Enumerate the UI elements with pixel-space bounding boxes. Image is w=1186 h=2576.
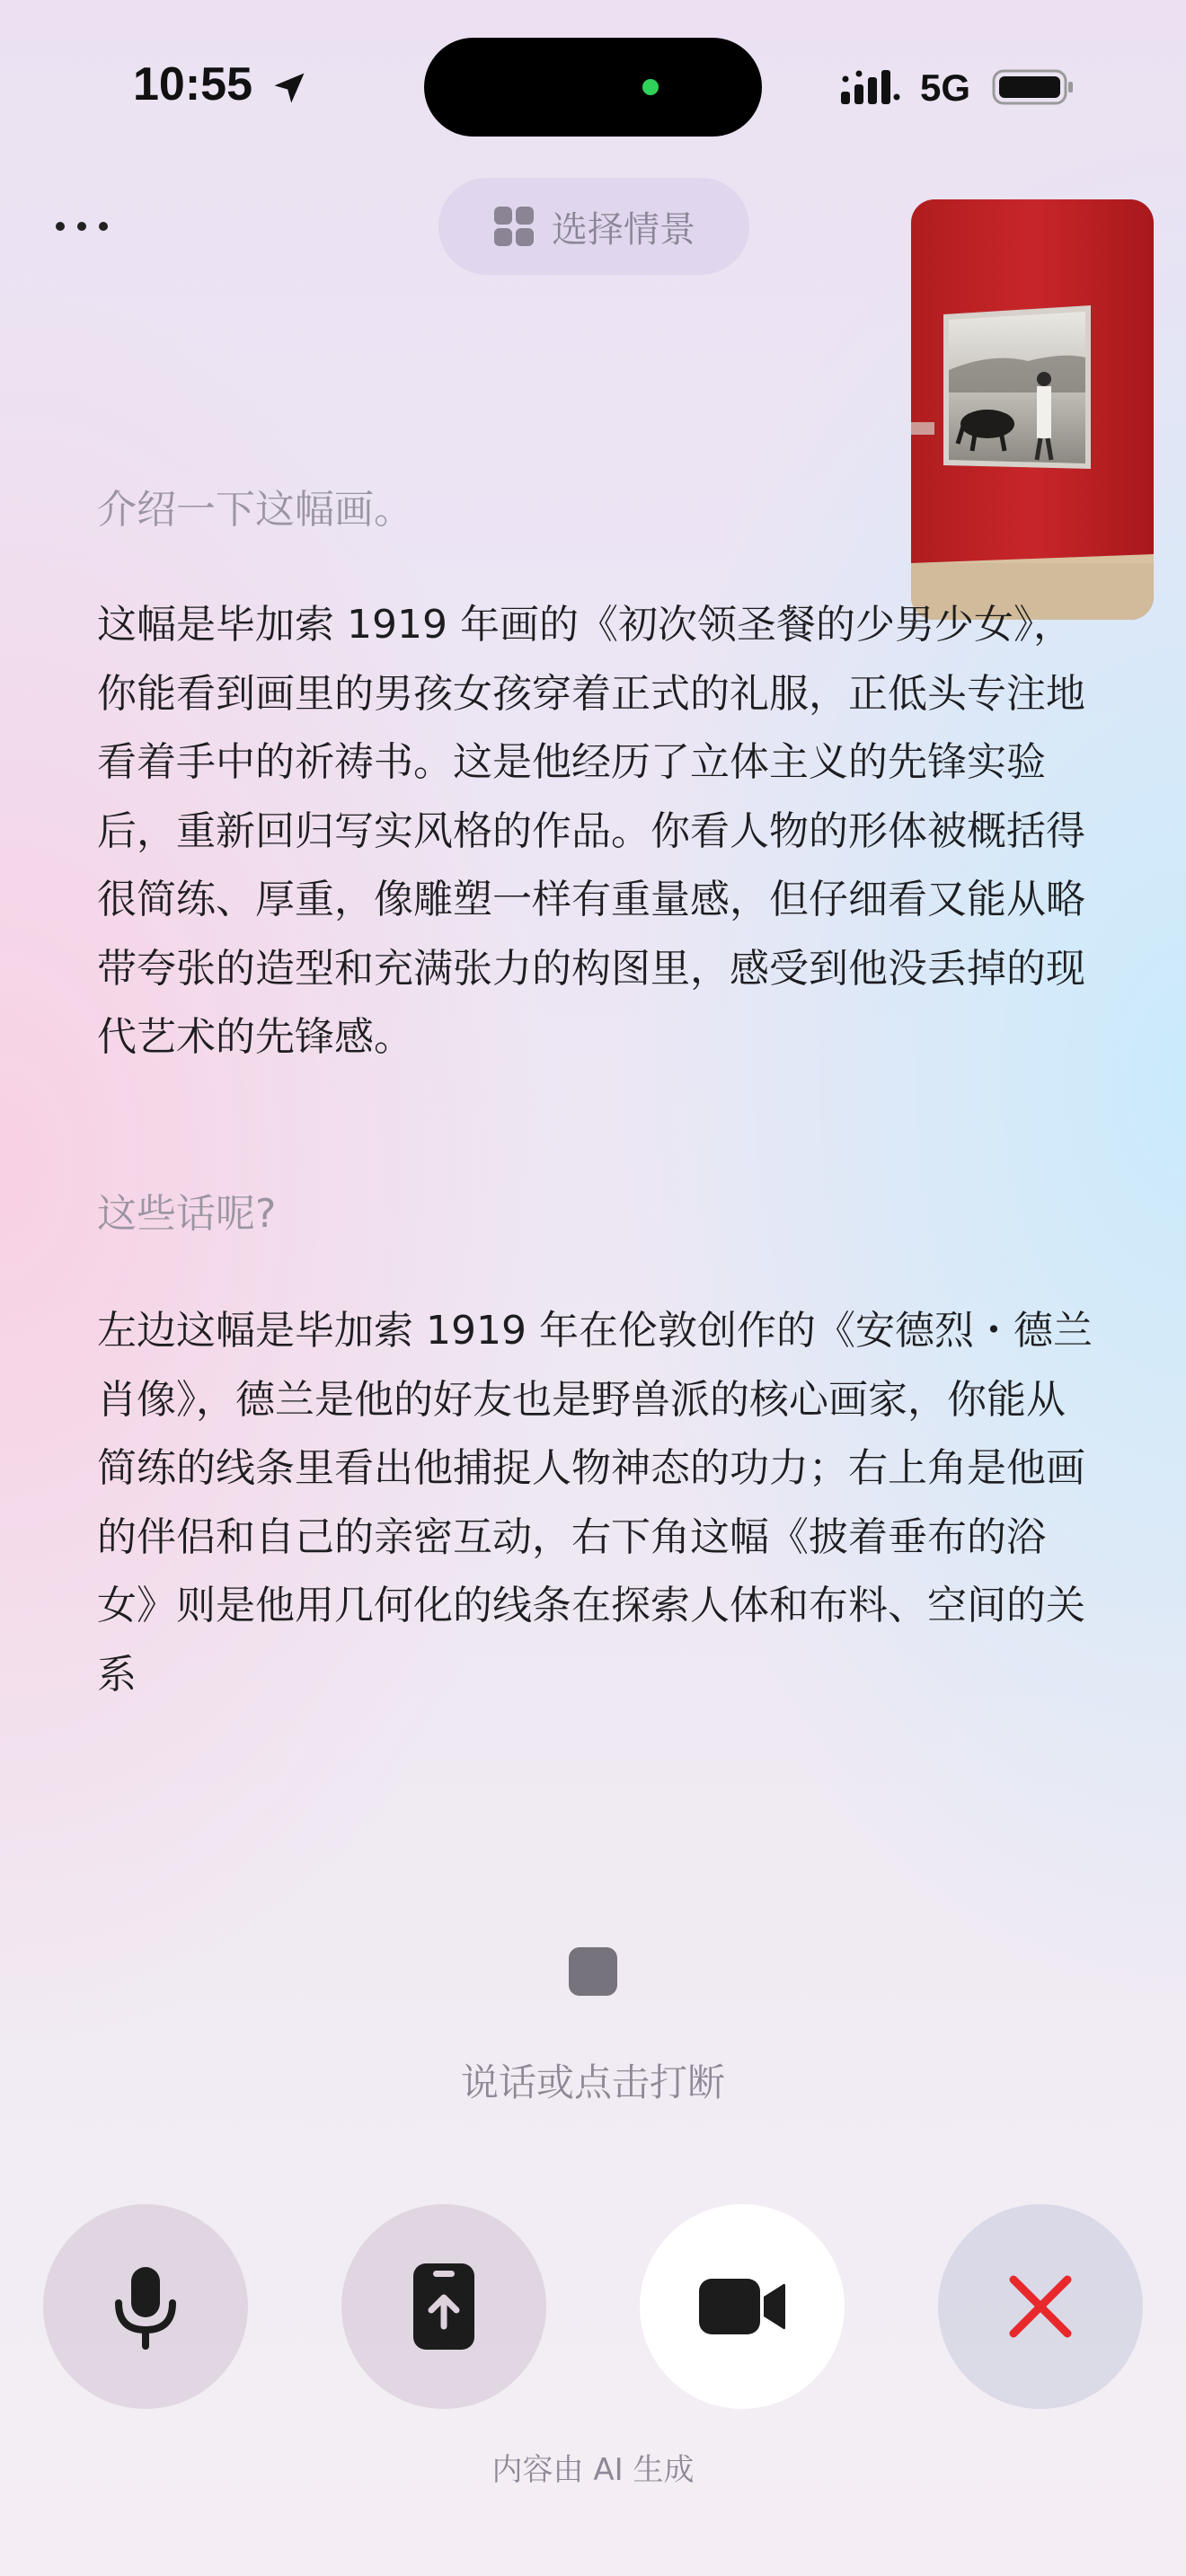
close-x-icon bbox=[1006, 2272, 1075, 2341]
signal-icon bbox=[841, 68, 902, 108]
camera-preview[interactable] bbox=[911, 199, 1154, 620]
ellipsis-icon[interactable] bbox=[52, 208, 111, 244]
microphone-icon bbox=[108, 2263, 183, 2350]
dynamic-island bbox=[424, 38, 762, 137]
status-time: 10:55 bbox=[133, 58, 252, 110]
battery-icon bbox=[992, 68, 1075, 106]
camera-active-indicator bbox=[642, 79, 659, 95]
user-message: 这些话呢? bbox=[97, 1191, 277, 1237]
ai-response: 这幅是毕加索 1919 年画的《初次领圣餐的少男少女》，你能看到画里的男孩女孩穿着正式的礼服，正低头专注地看着手中的祈祷书。这是他经历了立体主义的先锋实验后，重新回归写实风格的作品。你看人物的形体被概括得很简练、厚重，像雕塑一样有重量感，但仔细看又能从略带夸张的造型和充满张力的构图里，感受到他没丢掉的现代艺术的先锋感。 bbox=[97, 602, 1085, 1060]
user-message: 介绍一下这幅画。 bbox=[97, 487, 413, 533]
ai-disclaimer: 内容由 AI 生成 bbox=[491, 2452, 695, 2488]
video-button[interactable] bbox=[640, 2204, 845, 2409]
select-scene-label: 选择情景 bbox=[552, 208, 695, 251]
stop-icon[interactable] bbox=[569, 1947, 617, 1996]
network-type: 5G bbox=[920, 66, 971, 109]
share-screen-button[interactable] bbox=[341, 2204, 546, 2409]
microphone-button[interactable] bbox=[43, 2204, 248, 2409]
close-button[interactable] bbox=[938, 2204, 1143, 2409]
grid-icon bbox=[492, 205, 535, 248]
phone-upload-icon bbox=[410, 2262, 478, 2351]
select-scene-button[interactable] bbox=[438, 178, 749, 275]
video-camera-icon bbox=[697, 2275, 787, 2338]
ai-response: 左边这幅是毕加索 1919 年在伦敦创作的《安德烈・德兰肖像》，德兰是他的好友也是野兽派的核心画家，你能从简练的线条里看出他捕捉人物神态的功力；右上角是他画的伴侣和自己的亲密互动，右下角这幅《披着垂布的浴女》则是他用几何化的线条在探索人体和布料、空间的关系 bbox=[97, 1308, 1093, 1698]
interrupt-hint: 说话或点击打断 bbox=[460, 2060, 725, 2104]
camera-preview-image bbox=[911, 199, 1154, 620]
location-arrow-icon bbox=[270, 68, 309, 108]
